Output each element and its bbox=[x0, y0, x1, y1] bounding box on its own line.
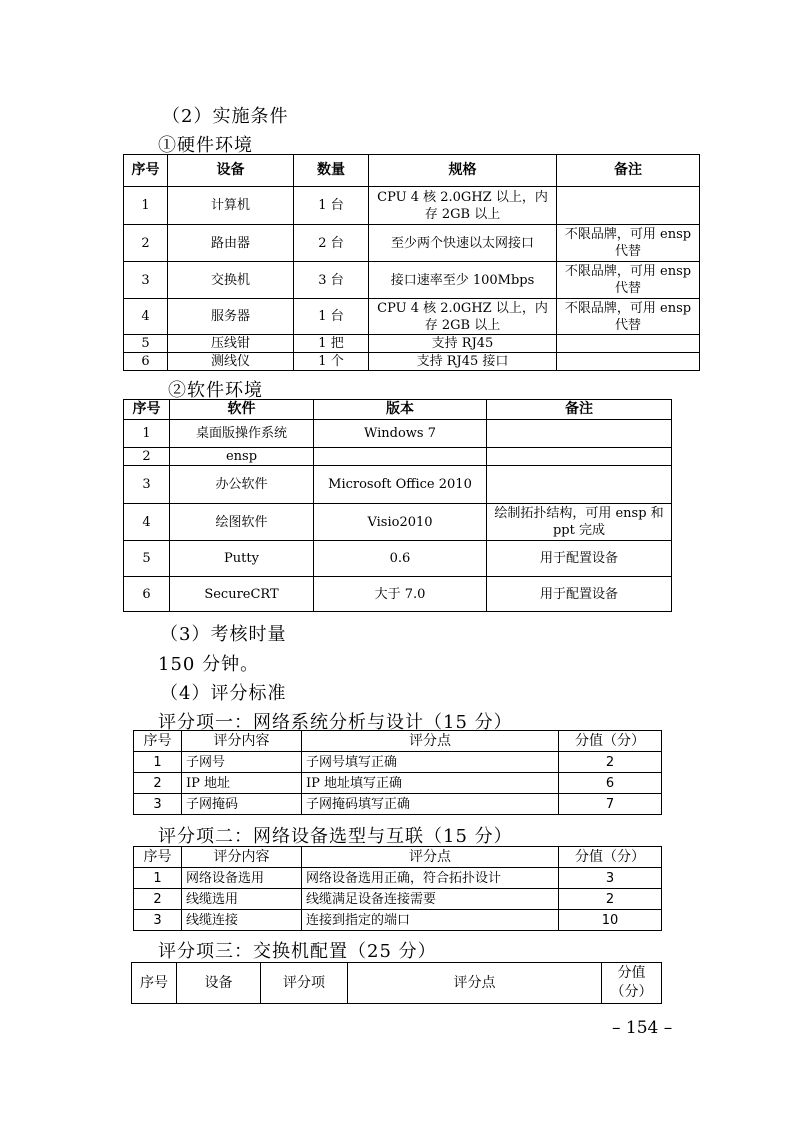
software-table bbox=[123, 399, 672, 612]
table-cell: 连接到指定的端口 bbox=[302, 910, 559, 931]
table-cell: Putty bbox=[170, 541, 314, 577]
table-cell: 线缆满足设备连接需要 bbox=[302, 889, 559, 910]
table-cell: 2 bbox=[559, 889, 662, 910]
table-row bbox=[124, 353, 700, 371]
table-cell: 子网号 bbox=[182, 752, 302, 773]
table-cell: 3 bbox=[134, 910, 182, 931]
header-cell: 评分内容 bbox=[182, 847, 302, 868]
table-cell: 3 台 bbox=[294, 262, 369, 299]
table-row bbox=[124, 262, 700, 299]
table-row bbox=[134, 910, 662, 931]
table-cell: 5 bbox=[124, 335, 168, 353]
table-cell: 绘图软件 bbox=[170, 504, 314, 541]
table-row bbox=[124, 577, 672, 612]
header-cell: 评分内容 bbox=[182, 731, 302, 752]
table-cell: 计算机 bbox=[168, 187, 294, 225]
table-row bbox=[124, 466, 672, 504]
table-cell: 压线钳 bbox=[168, 335, 294, 353]
header-cell: 备注 bbox=[487, 400, 672, 420]
table-cell: 1 台 bbox=[294, 187, 369, 225]
table-cell: 1 bbox=[124, 187, 168, 225]
table-cell: 4 bbox=[124, 299, 168, 335]
table-row bbox=[134, 752, 662, 773]
table-cell: 子网号填写正确 bbox=[302, 752, 559, 773]
table-cell: 用于配置设备 bbox=[487, 541, 672, 577]
table-cell: 6 bbox=[124, 353, 168, 371]
table-row bbox=[134, 868, 662, 889]
table-cell: 支持 RJ45 接口 bbox=[369, 353, 557, 371]
table-cell: 不限品牌，可用 ensp 代替 bbox=[557, 299, 700, 335]
duration-text: 150 分钟。 bbox=[158, 654, 260, 675]
table-cell: CPU 4 核 2.0GHZ 以上，内存 2GB 以上 bbox=[369, 299, 557, 335]
table-cell: Windows 7 bbox=[314, 420, 487, 448]
table-header-row bbox=[134, 731, 662, 752]
table-cell: 1 bbox=[134, 868, 182, 889]
table-cell: 6 bbox=[559, 773, 662, 794]
table-row bbox=[124, 504, 672, 541]
header-cell: 评分点 bbox=[302, 847, 559, 868]
table-row bbox=[124, 299, 700, 335]
table-row bbox=[124, 448, 672, 466]
header-cell: 序号 bbox=[124, 400, 170, 420]
page-number: – 154 – bbox=[612, 1018, 673, 1038]
table-cell bbox=[557, 353, 700, 371]
table-cell: 1 把 bbox=[294, 335, 369, 353]
table-cell: 1 个 bbox=[294, 353, 369, 371]
table-cell: SecureCRT bbox=[170, 577, 314, 612]
table-header-row bbox=[124, 400, 672, 420]
header-cell: 设备 bbox=[168, 155, 294, 187]
table-cell: 2 bbox=[124, 225, 168, 262]
table-cell: IP 地址 bbox=[182, 773, 302, 794]
table-cell: 2 bbox=[124, 448, 170, 466]
table-row bbox=[134, 773, 662, 794]
header-cell: 序号 bbox=[134, 731, 182, 752]
table-row bbox=[124, 541, 672, 577]
section-3-title: （3）考核时量 bbox=[160, 624, 287, 645]
table-row bbox=[124, 225, 700, 262]
header-cell: 序号 bbox=[134, 847, 182, 868]
table-cell: 支持 RJ45 bbox=[369, 335, 557, 353]
table-cell: Microsoft Office 2010 bbox=[314, 466, 487, 504]
table-cell bbox=[487, 466, 672, 504]
table-row bbox=[124, 420, 672, 448]
table-cell: 路由器 bbox=[168, 225, 294, 262]
header-cell: 设备 bbox=[177, 963, 261, 1004]
table-cell: 1 台 bbox=[294, 299, 369, 335]
header-cell: 规格 bbox=[369, 155, 557, 187]
header-cell: 版本 bbox=[314, 400, 487, 420]
table-cell: 6 bbox=[124, 577, 170, 612]
table-cell: 2 bbox=[134, 889, 182, 910]
table-cell: 7 bbox=[559, 794, 662, 815]
table-cell: 用于配置设备 bbox=[487, 577, 672, 612]
table-cell: 2 bbox=[559, 752, 662, 773]
table-cell: 不限品牌，可用 ensp 代替 bbox=[557, 262, 700, 299]
table-cell: IP 地址填写正确 bbox=[302, 773, 559, 794]
table-cell: 桌面版操作系统 bbox=[170, 420, 314, 448]
table-cell: 2 bbox=[134, 773, 182, 794]
table-cell: 线缆选用 bbox=[182, 889, 302, 910]
table-cell: 2 台 bbox=[294, 225, 369, 262]
table-cell: 网络设备选用正确，符合拓扑设计 bbox=[302, 868, 559, 889]
header-cell: 数量 bbox=[294, 155, 369, 187]
table-cell: 绘制拓扑结构，可用 ensp 和 ppt 完成 bbox=[487, 504, 672, 541]
table-cell: 0.6 bbox=[314, 541, 487, 577]
section-4-title: （4）评分标准 bbox=[160, 683, 287, 704]
table-cell: 5 bbox=[124, 541, 170, 577]
section-2-title: （2）实施条件 bbox=[162, 106, 289, 127]
table-row bbox=[124, 335, 700, 353]
hardware-table bbox=[123, 154, 700, 371]
header-cell: 分值（分） bbox=[559, 847, 662, 868]
header-cell: 序号 bbox=[124, 155, 168, 187]
header-cell: 评分项 bbox=[261, 963, 348, 1004]
table-row bbox=[134, 889, 662, 910]
header-cell: 评分点 bbox=[348, 963, 602, 1004]
hardware-title: ①硬件环境 bbox=[158, 135, 253, 156]
table-cell bbox=[557, 187, 700, 225]
score-item-2-title: 评分项二：网络设备选型与互联（15 分） bbox=[158, 826, 513, 847]
table-cell bbox=[487, 420, 672, 448]
table-cell: 网络设备选用 bbox=[182, 868, 302, 889]
table-cell bbox=[557, 335, 700, 353]
table-cell: 子网掩码 bbox=[182, 794, 302, 815]
table-cell: 大于 7.0 bbox=[314, 577, 487, 612]
table-cell: 至少两个快速以太网接口 bbox=[369, 225, 557, 262]
score-table-3 bbox=[131, 962, 662, 1004]
header-cell: 序号 bbox=[132, 963, 177, 1004]
score-item-1-title: 评分项一：网络系统分析与设计（15 分） bbox=[158, 712, 513, 733]
table-cell: Visio2010 bbox=[314, 504, 487, 541]
table-row bbox=[134, 794, 662, 815]
score-table-2 bbox=[133, 846, 662, 931]
table-cell: 3 bbox=[124, 466, 170, 504]
table-cell: 3 bbox=[124, 262, 168, 299]
table-header-row bbox=[134, 847, 662, 868]
table-cell: 10 bbox=[559, 910, 662, 931]
header-cell: 备注 bbox=[557, 155, 700, 187]
table-cell: 1 bbox=[134, 752, 182, 773]
table-cell: 测线仪 bbox=[168, 353, 294, 371]
table-cell: 服务器 bbox=[168, 299, 294, 335]
score-item-3-title: 评分项三：交换机配置（25 分） bbox=[158, 941, 437, 962]
table-cell: 4 bbox=[124, 504, 170, 541]
score-table-1 bbox=[133, 730, 662, 815]
table-cell: 3 bbox=[559, 868, 662, 889]
table-cell: 1 bbox=[124, 420, 170, 448]
table-header-row bbox=[124, 155, 700, 187]
header-cell: 评分点 bbox=[302, 731, 559, 752]
table-cell: 子网掩码填写正确 bbox=[302, 794, 559, 815]
header-cell: 分值（分） bbox=[602, 963, 662, 1004]
table-cell bbox=[314, 448, 487, 466]
table-cell bbox=[487, 448, 672, 466]
table-cell: CPU 4 核 2.0GHZ 以上，内存 2GB 以上 bbox=[369, 187, 557, 225]
table-cell: ensp bbox=[170, 448, 314, 466]
table-cell: 交换机 bbox=[168, 262, 294, 299]
software-title: ②软件环境 bbox=[168, 380, 263, 401]
table-header-row bbox=[132, 963, 662, 1004]
table-cell: 不限品牌，可用 ensp 代替 bbox=[557, 225, 700, 262]
header-cell: 分值（分） bbox=[559, 731, 662, 752]
header-cell: 软件 bbox=[170, 400, 314, 420]
table-cell: 线缆连接 bbox=[182, 910, 302, 931]
table-row bbox=[124, 187, 700, 225]
table-cell: 办公软件 bbox=[170, 466, 314, 504]
table-cell: 3 bbox=[134, 794, 182, 815]
table-cell: 接口速率至少 100Mbps bbox=[369, 262, 557, 299]
